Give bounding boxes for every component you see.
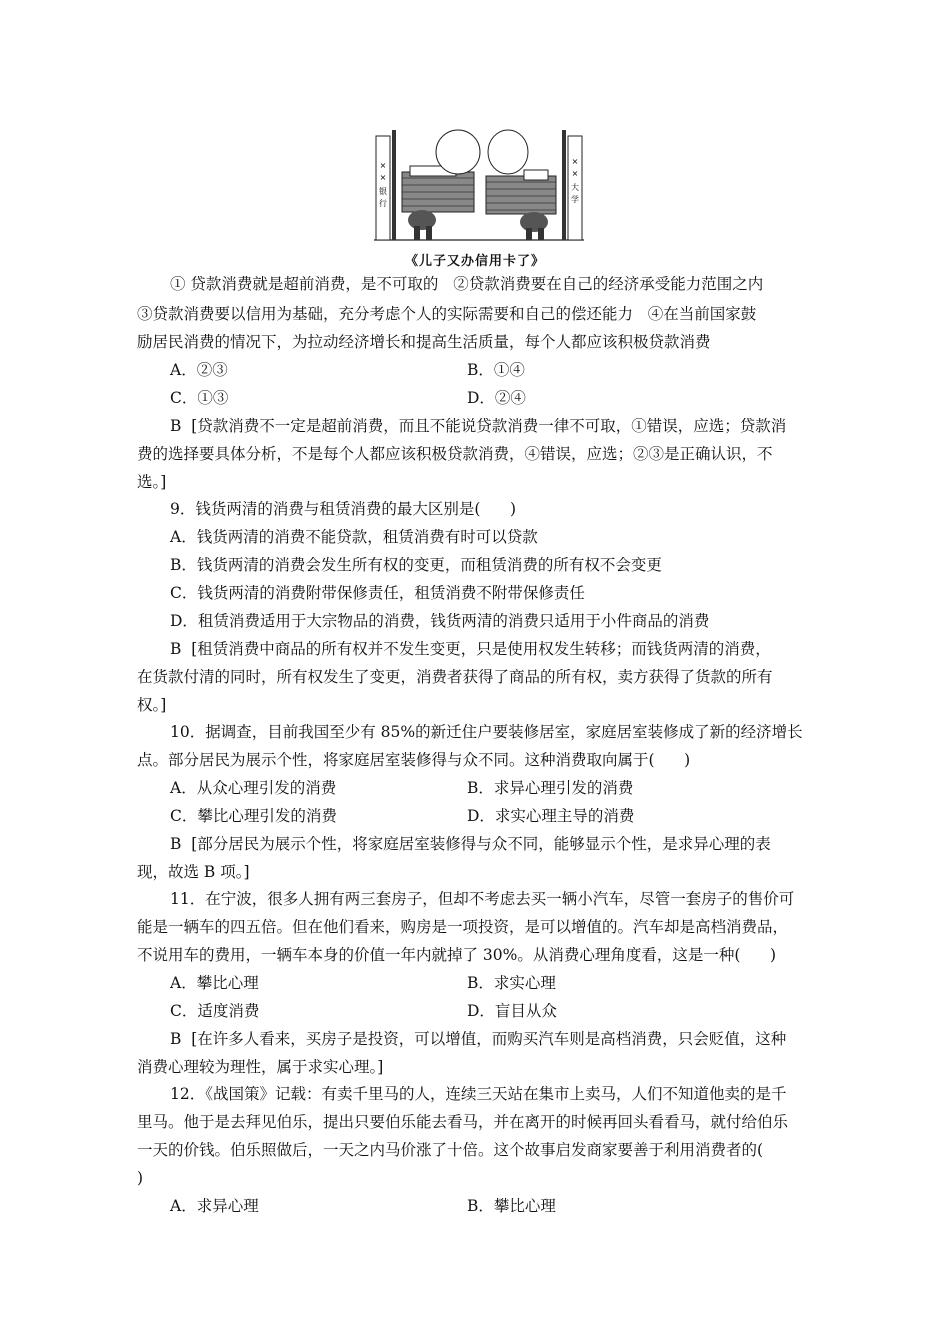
q11-option-a: A．攀比心理 — [170, 974, 259, 992]
q9-option-d: D．租赁消费适用于大宗物品的消费，钱货两清的消费只适用于小件商品的消费 — [170, 612, 710, 630]
q11-answer-line-1: B [在许多人看来，买房子是投资，可以增值，而购买汽车则是高档消费，只会贬值，这种 — [170, 1030, 787, 1048]
svg-text:×: × — [571, 169, 579, 178]
q12-stem-line-4: ) — [137, 1169, 144, 1187]
svg-text:×: × — [571, 157, 579, 166]
q10-option-c: C．攀比心理引发的消费 — [170, 807, 337, 825]
q8-statement-line-1: ① 贷款消费就是超前消费，是不可取的 ②贷款消费要在自己的经济承受能力范围之内 — [170, 275, 764, 293]
q8-statement-line-2: ③贷款消费要以信用为基础，充分考虑个人的实际需要和自己的偿还能力 ④在当前国家鼓 — [137, 305, 757, 323]
q9-option-c: C．钱货两清的消费附带保修责任，租赁消费不附带保修责任 — [170, 584, 585, 602]
q11-stem-line-2: 能是一辆车的四五倍。但在他们看来，购房是一项投资，是可以增值的。汽车却是高档消费品， — [137, 918, 789, 936]
q12-option-b: B．攀比心理 — [467, 1197, 556, 1215]
q10-option-d: D．求实心理主导的消费 — [467, 807, 635, 825]
svg-text:×: × — [379, 161, 387, 170]
q10-option-a: A．从众心理引发的消费 — [170, 779, 337, 797]
q11-option-b: B．求实心理 — [467, 974, 556, 992]
q11-stem-line-1: 11．在宁波，很多人拥有两三套房子，但却不考虑去买一辆小汽车，尽管一套房子的售价可 — [170, 890, 795, 908]
q11-stem-line-3: 不说用车的费用，一辆车本身的价值一年内就掉了 30%。从消费心理角度看，这是一种( ) — [137, 946, 777, 964]
q10-answer-line-2: 现，故选 B 项。] — [137, 863, 250, 881]
q9-option-b: B．钱货两清的消费会发生所有权的变更，而租赁消费的所有权不会变更 — [170, 556, 662, 574]
q12-stem-line-1: 12．《战国策》记载：有卖千里马的人，连续三天站在集市上卖马，人们不知道他卖的是千 — [170, 1085, 787, 1103]
q10-stem-line-2: 点。部分居民为展示个性，将家庭居室装修得与众不同。这种消费取向属于( ) — [137, 751, 691, 769]
q11-option-d: D．盲目从众 — [467, 1002, 557, 1020]
q9-answer-line-2: 在货款付清的同时，所有权发生了变更，消费者获得了商品的所有权，卖方获得了货款的所有 — [137, 668, 773, 686]
q8-answer-line-1: B [贷款消费不一定是超前消费，而且不能说贷款消费一律不可取，①错误，应选；贷款消 — [170, 417, 787, 435]
q8-answer-line-2: 费的选择要具体分析，不是每个人都应该积极贷款消费，④错误，应选；②③是正确认识，不 — [137, 445, 773, 463]
q9-option-a: A．钱货两清的消费不能贷款，租赁消费有时可以贷款 — [170, 528, 538, 546]
q12-stem-line-3: 一天的价钱。伯乐照做后，一天之内马价涨了十倍。这个故事启发商家要善于利用消费者的( — [137, 1141, 764, 1159]
q10-answer-line-1: B [部分居民为展示个性，将家庭居室装修得与众不同，能够显示个性，是求异心理的表 — [170, 835, 771, 853]
q12-option-a: A．求异心理 — [170, 1197, 259, 1215]
svg-text:银: 银 — [379, 187, 387, 196]
q8-option-d: D．②④ — [467, 389, 526, 407]
q10-option-b: B．求异心理引发的消费 — [467, 779, 634, 797]
cartoon-caption: 《儿子又办信用卡了》 — [404, 254, 545, 269]
q10-stem-line-1: 10．据调查，目前我国至少有 85%的新迁住户要装修居室，家庭居室装修成了新的经济增长 — [170, 723, 803, 741]
q9-answer-line-1: B [租赁消费中商品的所有权并不发生变更，只是使用权发生转移；而钱货两清的消费， — [170, 640, 771, 658]
q8-option-b: B．①④ — [467, 361, 525, 379]
q8-option-a: A．②③ — [170, 361, 228, 379]
q8-statement-line-3: 励居民消费的情况下，为拉动经济增长和提高生活质量，每个人都应该积极贷款消费 — [137, 333, 711, 351]
cartoon-illustration — [374, 128, 584, 246]
svg-text:×: × — [379, 173, 387, 182]
q8-option-c: C．①③ — [170, 389, 229, 407]
q11-answer-line-2: 消费心理较为理性，属于求实心理。] — [137, 1058, 384, 1076]
q9-stem: 9．钱货两清的消费与租赁消费的最大区别是( ) — [170, 500, 517, 518]
q12-stem-line-2: 里马。他于是去拜见伯乐，提出只要伯乐能去看马，并在离开的时候再回头看看马，就付给伯乐 — [137, 1113, 789, 1131]
svg-text:学: 学 — [571, 195, 579, 204]
q11-option-c: C．适度消费 — [170, 1002, 260, 1020]
svg-text:大: 大 — [571, 183, 579, 192]
q9-answer-line-3: 权。] — [137, 696, 167, 714]
q8-answer-line-3: 选。] — [137, 473, 167, 491]
svg-text:行: 行 — [379, 199, 387, 208]
